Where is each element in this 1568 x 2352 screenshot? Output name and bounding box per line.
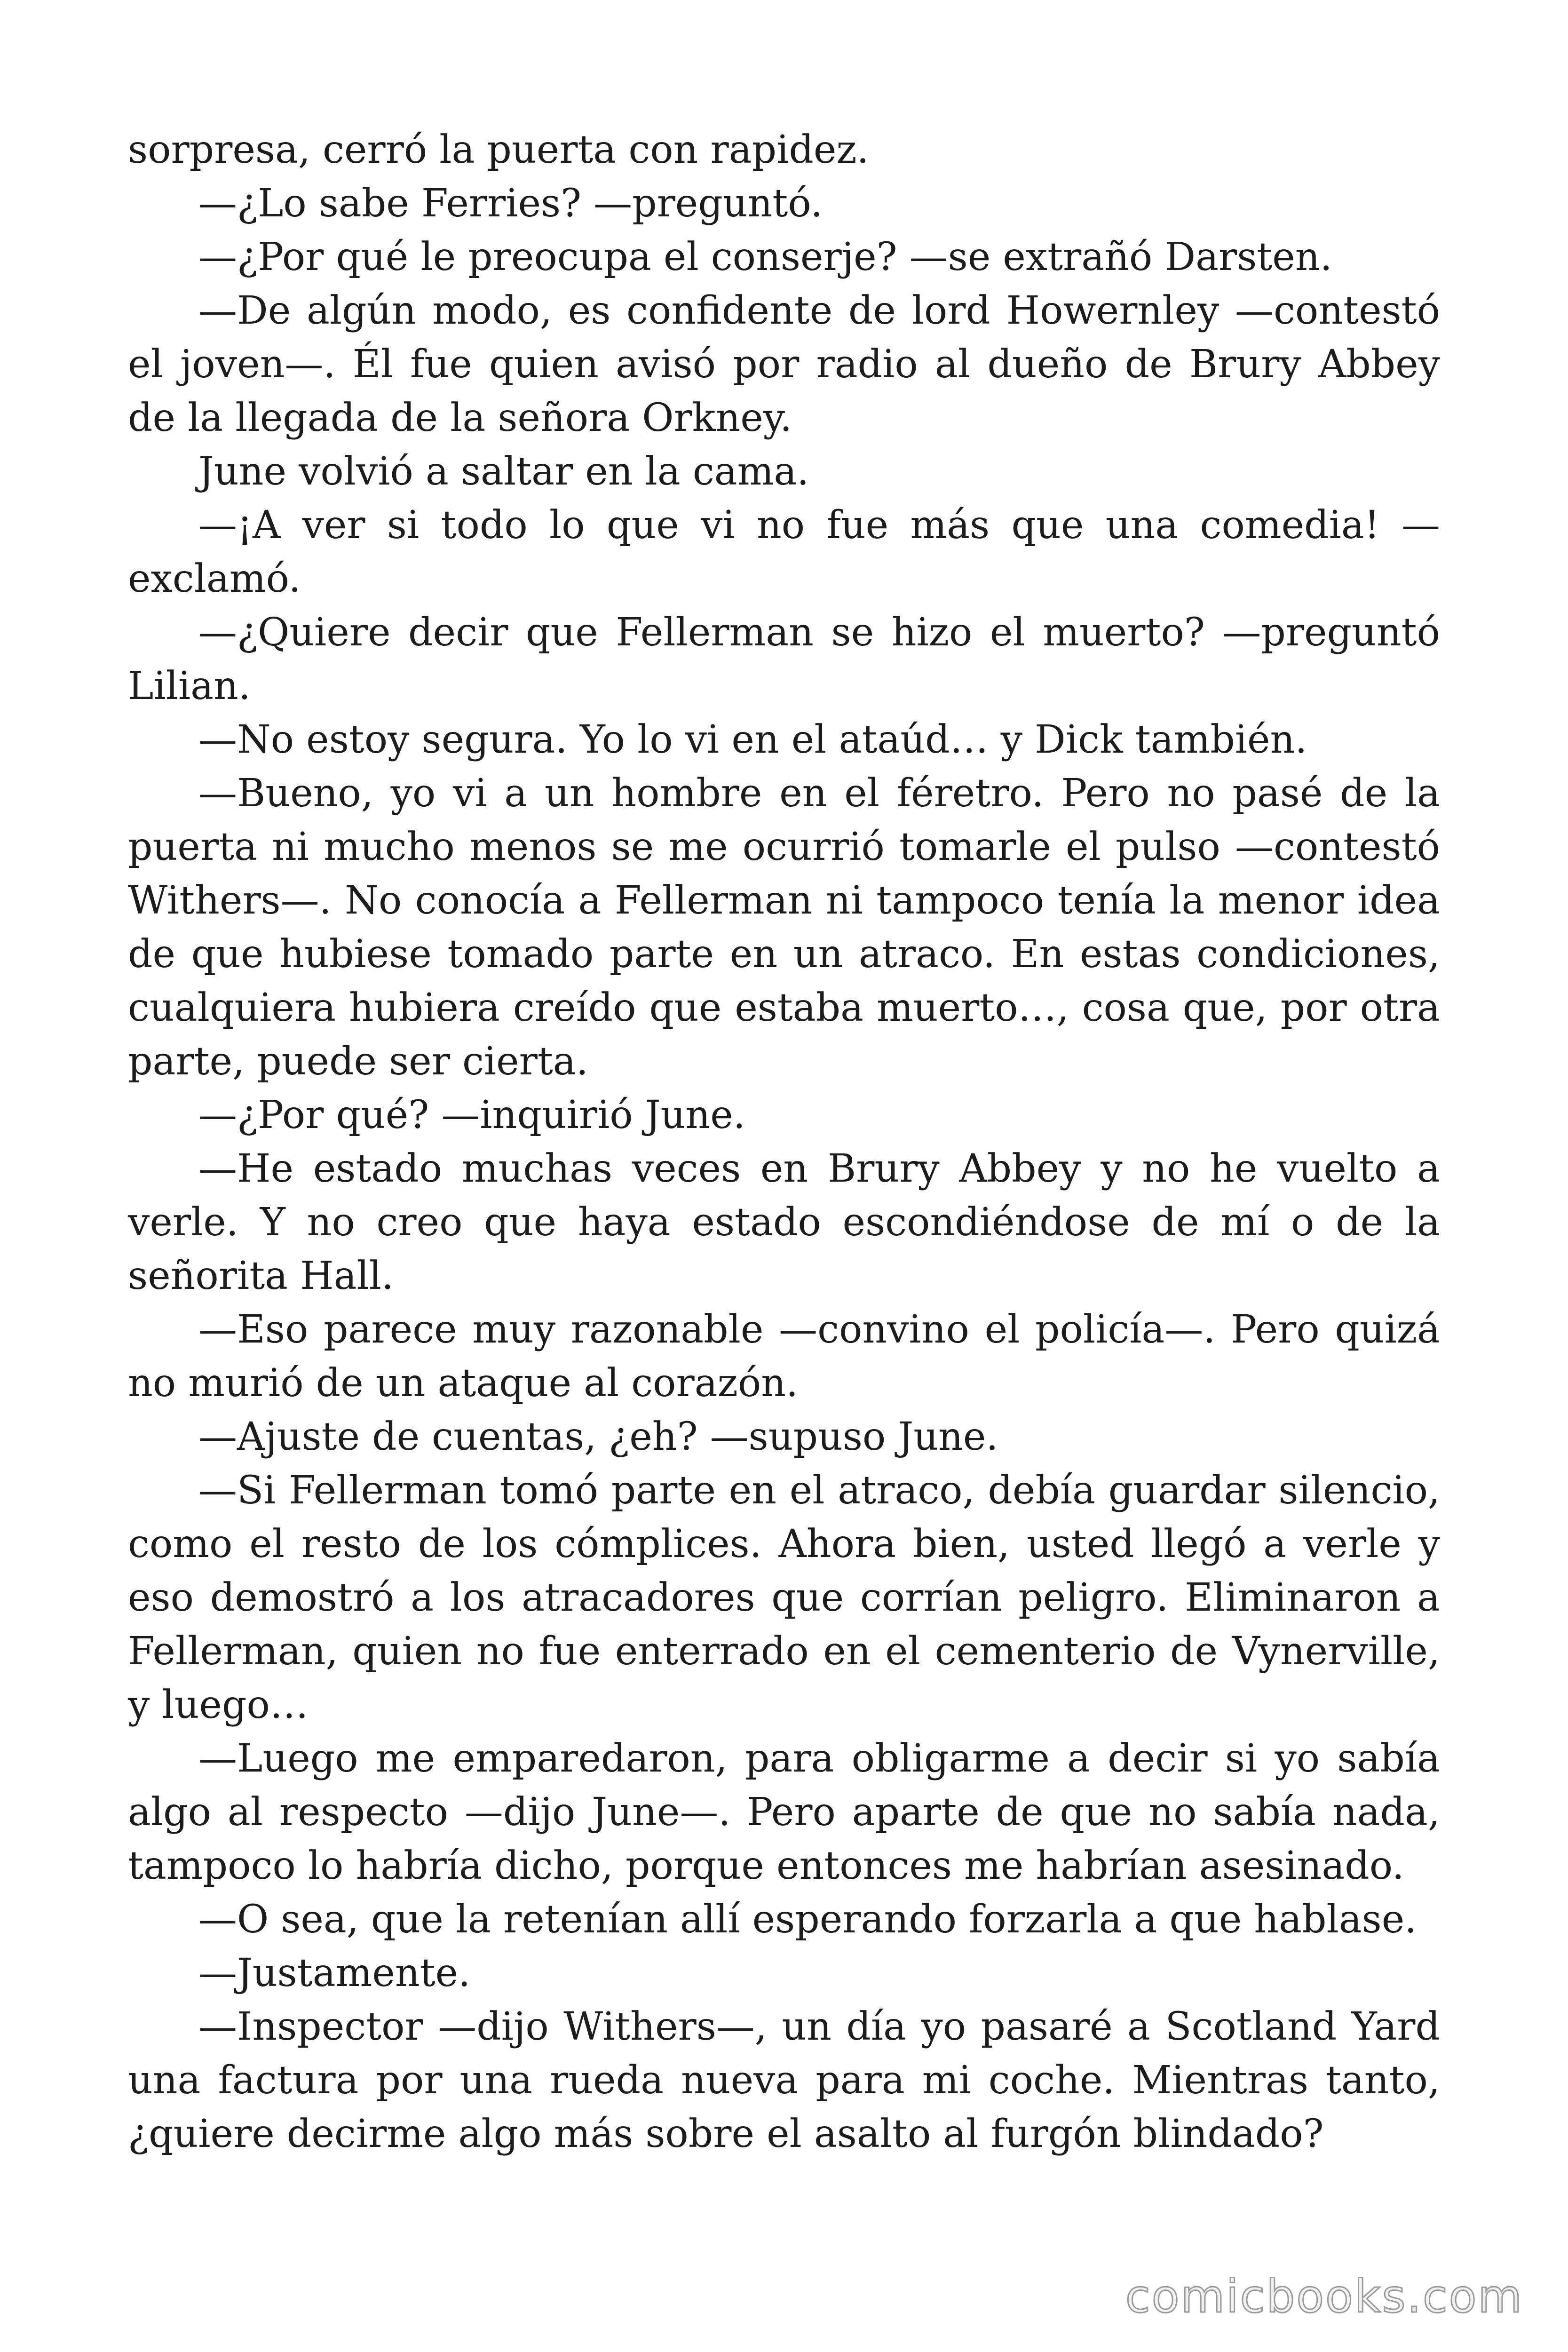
paragraph: —¿Quiere decir que Fellerman se hizo el muerto? —preguntó Lilian.	[128, 610, 1440, 708]
paragraph: sorpresa, cerró la puerta con rapidez.	[128, 127, 869, 172]
body-text	[128, 123, 1440, 2161]
paragraph: —¡A ver si todo lo que vi no fue más que una comedia! —exclamó.	[128, 503, 1440, 601]
paragraph: —Eso parece muy razonable —convino el policía—. Pero quizá no murió de un ataque al corazón.	[128, 1307, 1440, 1406]
paragraph: —No estoy segura. Yo lo vi en el ataúd… y Dick también.	[198, 717, 1307, 762]
paragraph: —Luego me emparedaron, para obligarme a decir si yo sabía algo al respecto —dijo June—. Pero aparte de que no sabía nada, tampoco lo habría dicho, porque entonces me habrían asesinado.	[128, 1736, 1440, 1888]
paragraph: June volvió a saltar en la cama.	[198, 449, 809, 494]
paragraph: —He estado muchas veces en Brury Abbey y no he vuelto a verle. Y no creo que haya estado escondiéndose de mí o de la señorita Hall.	[128, 1146, 1440, 1298]
paragraph: —Bueno, yo vi a un hombre en el féretro. Pero no pasé de la puerta ni mucho menos se me ocurrió tomarle el pulso —contestó Withers—. No conocía a Fellerman ni tampoco tenía la menor idea de que hubiese tomado parte en un atraco. En estas condiciones, cualquiera hubiera creído que estaba muerto…, cosa que, por otra parte, puede ser cierta.	[128, 771, 1440, 1084]
paragraph: —¿Lo sabe Ferries? —preguntó.	[198, 181, 823, 226]
paragraph: —¿Por qué le preocupa el conserje? —se extrañó Darsten.	[198, 235, 1332, 279]
paragraph: —¿Por qué? —inquirió June.	[198, 1093, 745, 1137]
paragraph: —Inspector —dijo Withers—, un día yo pasaré a Scotland Yard una factura por una rueda nueva para mi coche. Mientras tanto, ¿quiere decirme algo más sobre el asalto al furgón blindado?	[128, 2004, 1440, 2156]
paragraph: —De algún modo, es confidente de lord Howernley —contestó el joven—. Él fue quien avisó por radio al dueño de Brury Abbey de la llegada de la señora Orkney.	[128, 288, 1440, 440]
paragraph: —O sea, que la retenían allí esperando forzarla a que hablase.	[198, 1897, 1417, 1942]
paragraph: —Ajuste de cuentas, ¿eh? —supuso June.	[198, 1414, 998, 1459]
paragraph: —Si Fellerman tomó parte en el atraco, debía guardar silencio, como el resto de los cómplices. Ahora bien, usted llegó a verle y eso demostró a los atracadores que corrían peligro. Eliminaron a Fellerman, quien no fue enterrado en el cementerio de Vynerville, y luego…	[128, 1468, 1440, 1727]
watermark: comicbooks.com	[1125, 2270, 1523, 2323]
paragraph: —Justamente.	[198, 1951, 471, 1995]
